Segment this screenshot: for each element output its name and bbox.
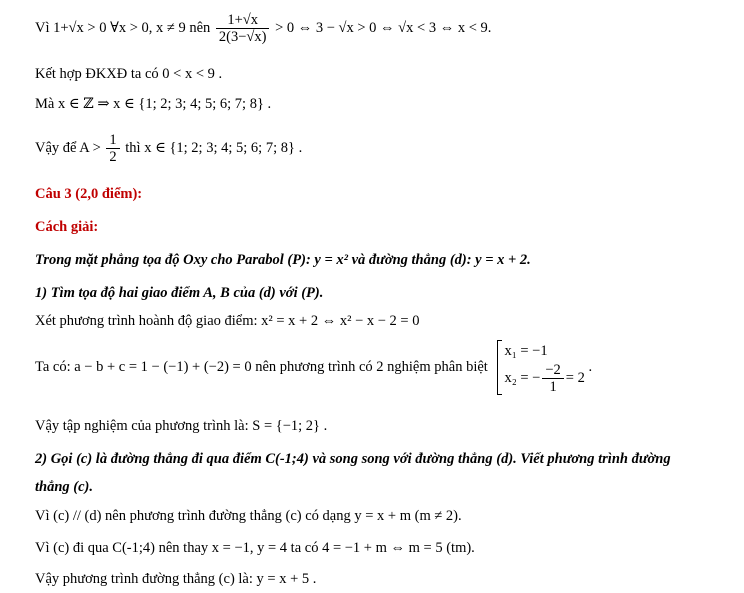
method-label: Cách giải: <box>35 219 99 235</box>
root-2-prefix: x₂ = − <box>504 369 541 386</box>
conclusion-text-2: thì x ∈ {1; 2; 3; 4; 5; 6; 7; 8} . <box>125 140 303 156</box>
part1-title: 1) Tìm tọa độ hai giao điểm A, B của (d) với (P). <box>35 285 324 301</box>
half-denominator: 2 <box>109 149 117 166</box>
line-roots <box>35 340 592 395</box>
root-2-suffix: = 2 <box>565 369 585 386</box>
line-conclusion-a <box>35 128 302 168</box>
part2-title-line-1: 2) Gọi (c) là đường thẳng đi qua điểm C(-1;4) và song song với đường thẳng (d). Viết phương trình đường <box>35 451 671 467</box>
root-2-fraction <box>542 362 563 395</box>
line-combine-condition: Kết hợp ĐKXĐ ta có 0 < x < 9 . <box>35 66 223 82</box>
root-2-numerator: −2 <box>542 362 563 379</box>
fraction-denominator: 2(3−√x) <box>218 29 267 46</box>
root-2-denominator: 1 <box>549 379 557 395</box>
condition-text-1: Vì 1+√x > 0 ∀x > 0, x ≠ 9 nên <box>35 20 211 36</box>
part2-title-line-2: thẳng (c). <box>35 479 93 495</box>
roots-end: . <box>588 359 593 375</box>
line-parallel-form: Vì (c) // (d) nên phương trình đường thẳng (c) có dạng y = x + m (m ≠ 2). <box>35 508 462 524</box>
problem-statement: Trong mặt phẳng tọa độ Oxy cho Parabol (P): y = x² và đường thẳng (d): y = x + 2. <box>35 252 531 268</box>
conclusion-text-1: Vậy để A > <box>35 140 101 156</box>
half-fraction <box>106 132 119 165</box>
line-intersection-equation: Xét phương trình hoành độ giao điểm: x² = x + 2 ⇔ x² − x − 2 = 0 <box>35 313 420 329</box>
roots-system <box>497 340 584 395</box>
condition-fraction <box>216 12 270 45</box>
line-integer-set: Mà x ∈ ℤ ⇒ x ∈ {1; 2; 3; 4; 5; 6; 7; 8} . <box>35 96 272 112</box>
line-condition <box>35 4 491 52</box>
line-substitute-point: Vì (c) đi qua C(-1;4) nên thay x = −1, y = 4 ta có 4 = −1 + m ⇔ m = 5 (tm). <box>35 540 475 556</box>
root-1: x₁ = −1 <box>504 343 548 359</box>
fraction-numerator: 1+√x <box>216 12 270 29</box>
line-solution-set: Vậy tập nghiệm của phương trình là: S = {−1; 2} . <box>35 418 328 434</box>
roots-text: Ta có: a − b + c = 1 − (−1) + (−2) = 0 nên phương trình có 2 nghiệm phân biệt <box>35 359 488 375</box>
section-title: Câu 3 (2,0 điểm): <box>35 186 143 202</box>
condition-text-2: > 0 ⇔ 3 − √x > 0 ⇔ √x < 3 ⇔ x < 9. <box>275 20 492 36</box>
line-final-answer: Vậy phương trình đường thẳng (c) là: y = x + 5 . <box>35 571 317 587</box>
half-numerator: 1 <box>106 132 119 149</box>
root-2 <box>504 362 584 395</box>
